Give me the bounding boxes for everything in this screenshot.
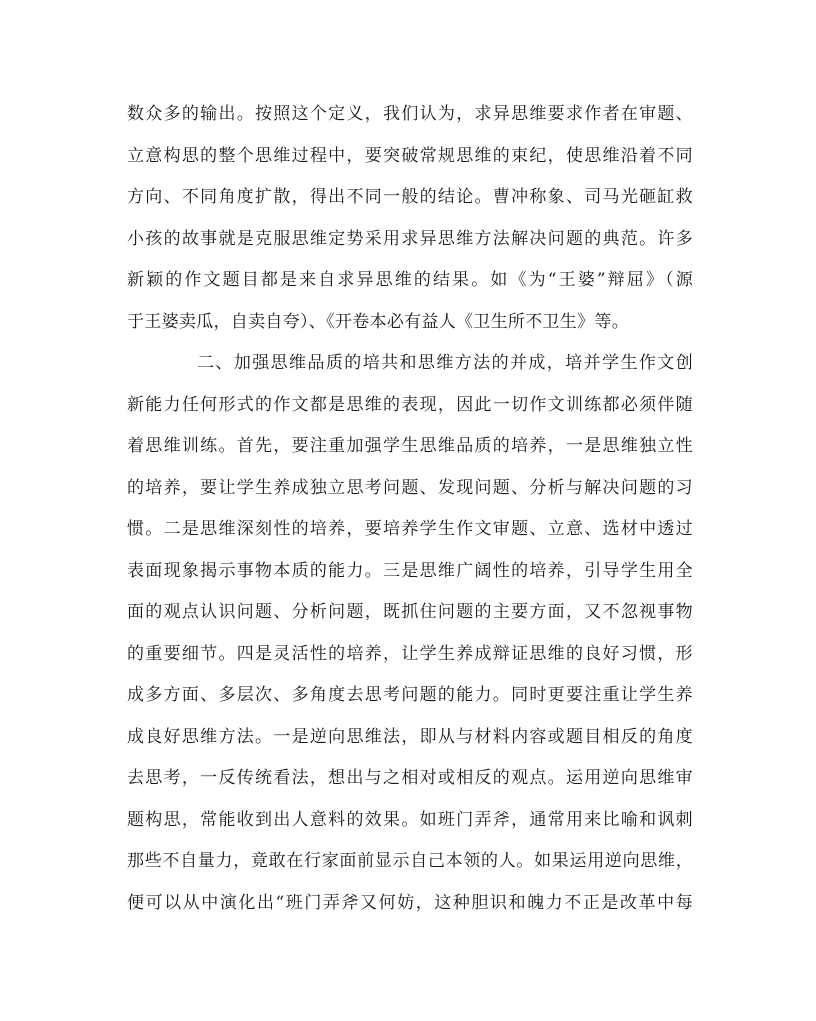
text-line-4: 小孩的故事就是克服思维定势采用求异思维方法解决问题的典范。许多: [127, 228, 693, 249]
text-line-5: 新颖的作文题目都是来自求异思维的结果。如《为“王婆”辩屈》（源: [127, 270, 693, 290]
text-line-12: 表面现象揭示事物本质的能力。三是思维广阔性的培养，引导学生用全: [127, 560, 693, 581]
text-line-14: 的重要细节。四是灵活性的培养，让学生养成辩证思维的良好习惯，形: [127, 643, 693, 664]
text-line-9: 着思维训练。首先，要注重加强学生思维品质的培养，一是思维独立性: [127, 436, 693, 456]
text-line-3: 方向、不同角度扩散，得出不同一般的结论。曹冲称象、司马光砸缸救: [127, 187, 693, 207]
text-line-16: 成良好思维方法。一是逆向思维法，即从与材料内容或题目相反的角度: [127, 726, 693, 747]
text-line-10: 的培养，要让学生养成独立思考问题、发现问题、分析与解决问题的习: [127, 477, 693, 498]
text-line-8: 新能力任何形式的作文都是思维的表现，因此一切作文训练都必须伴随: [127, 394, 693, 415]
text-line-6: 于王婆卖瓜，自卖自夸）、《开卷本必有益人《卫生所不卫生》等。: [127, 311, 629, 332]
text-line-15: 成多方面、多层次、多角度去思考问题的能力。同时更要注重让学生养: [127, 685, 693, 705]
text-line-18: 题构思，常能收到出人意料的效果。如班门弄斧，通常用来比喻和讽刺: [127, 809, 693, 830]
body-text: [127, 94, 693, 924]
text-line-19: 那些不自量力，竟敢在行家面前显示自己本领的人。如果运用逆向思维，: [127, 851, 693, 871]
text-line-1: 数众多的输出。按照这个定义，我们认为，求异思维要求作者在审题、: [127, 104, 693, 124]
text-line-20: 便可以从中演化出“班门弄斧又何妨，这种胆识和魄力不正是改革中每: [127, 892, 693, 913]
text-line-2: 立意构思的整个思维过程中，要突破常规思维的束纪，使思维沿着不同: [127, 145, 693, 166]
text-line-13: 面的观点认识问题、分析问题，既抓住问题的主要方面，又不忽视事物: [127, 602, 693, 622]
section-heading-line: 二、加强思维品质的培共和思维方法的并成，培并学生作文创: [197, 353, 693, 373]
text-line-11: 惯。二是思维深刻性的培养，要培养学生作文审题、立意、选材中透过: [127, 519, 693, 539]
text-line-17: 去思考，一反传统看法，想出与之相对或相反的观点。运用逆向思维审: [127, 768, 693, 788]
